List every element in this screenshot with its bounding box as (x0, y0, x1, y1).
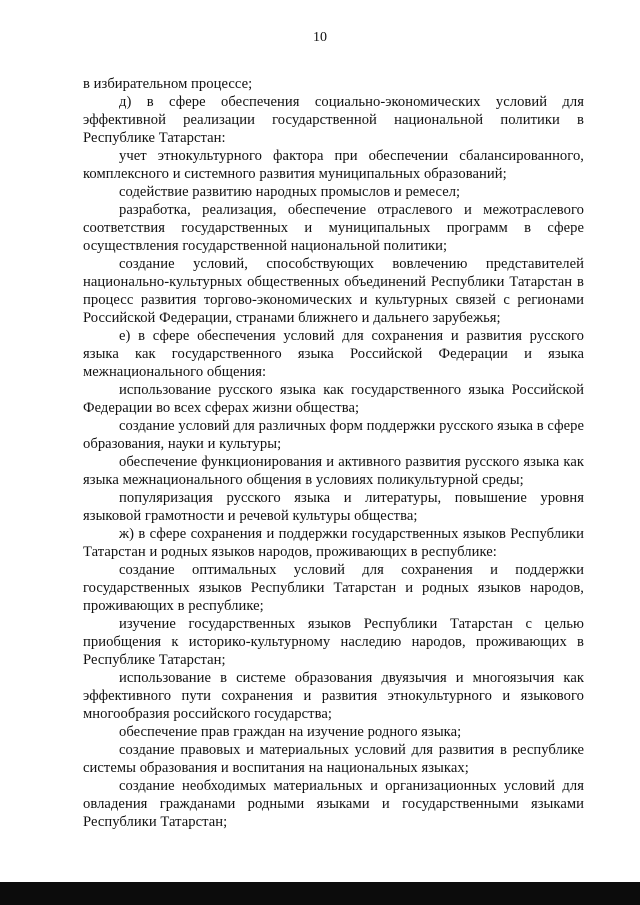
paragraph-17: создание правовых и материальных условий для развития в республике системы образования и воспитания на национальных языках; (83, 742, 584, 776)
paragraph-10: обеспечение функционирования и активного развития русского языка как языка межнационального общения в условиях поликультурной среды; (83, 454, 584, 488)
scan-edge-bar (0, 882, 640, 905)
paragraph-4: содействие развитию народных промыслов и ремесел; (119, 184, 461, 200)
paragraph-15: использование в системе образования двуязычия и многоязычия как эффективного пути сохранения и развития этнокультурного и языкового многообразия российского государства; (83, 670, 584, 722)
paragraph-5: разработка, реализация, обеспечение отраслевого и межотраслевого соответствия государственных и муниципальных программ в сфере осуществления государственной национальной политики; (83, 202, 584, 254)
paragraph-7: е) в сфере обеспечения условий для сохранения и развития русского языка как государственного языка Российской Федерации и языка межнационального общения: (83, 328, 584, 380)
paragraph-9: создание условий для различных форм поддержки русского языка в сфере образования, науки и культуры; (83, 418, 584, 452)
paragraph-18: создание необходимых материальных и организационных условий для овладения гражданами родными языками и государственными языками Республики Татарстан; (83, 778, 584, 830)
paragraph-3: учет этнокультурного фактора при обеспечении сбалансированного, комплексного и системного развития муниципальных образований; (83, 148, 584, 182)
paragraph-14: изучение государственных языков Республики Татарстан с целью приобщения к историко-культурному наследию народов, проживающих в Республике Татарстан; (83, 616, 584, 668)
paragraph-8: использование русского языка как государственного языка Российской Федерации во всех сферах жизни общества; (83, 382, 584, 416)
paragraph-2: д) в сфере обеспечения социально-экономических условий для эффективной реализации государственной национальной политики в Республике Татарстан: (83, 94, 584, 146)
paragraph-16: обеспечение прав граждан на изучение родного языка; (119, 724, 462, 740)
paragraph-13: создание оптимальных условий для сохранения и поддержки государственных языков Республики Татарстан и родных языков народов, проживающих в республике; (83, 562, 584, 614)
page-number: 10 (313, 30, 327, 45)
document-body (83, 75, 584, 831)
paragraph-6: создание условий, способствующих вовлечению представителей национально-культурных общественных объединений Республики Татарстан в процесс развития торгово-экономических и культурных связей с регионами Российской Федерации, странами ближнего и дальнего зарубежья; (83, 256, 584, 326)
paragraph-1: в избирательном процессе; (83, 76, 253, 92)
paragraph-11: популяризация русского языка и литературы, повышение уровня языковой грамотности и речевой культуры общества; (83, 490, 584, 524)
paragraph-12: ж) в сфере сохранения и поддержки государственных языков Республики Татарстан и родных языков народов, проживающих в республике: (83, 526, 584, 560)
